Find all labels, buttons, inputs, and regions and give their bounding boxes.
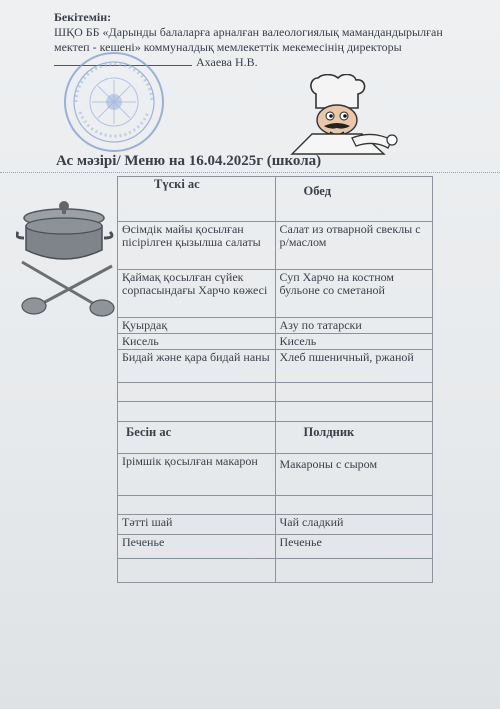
- menu-title-school: (школа): [266, 153, 322, 169]
- snack-item-kz: Печенье: [118, 535, 276, 559]
- menu-title: [56, 153, 321, 170]
- empty-row: [118, 402, 433, 422]
- empty-cell: [275, 559, 433, 583]
- table-row: [118, 270, 433, 318]
- lunch-item-kz: Өсімдік майы қосылған пісірілген қызылша салаты: [118, 222, 276, 270]
- lunch-item-ru: Азу по татарски: [275, 318, 433, 334]
- lunch-header-row: [118, 177, 433, 222]
- snack-kz-header: Бесін ас: [118, 422, 276, 454]
- empty-row: [118, 559, 433, 583]
- snack-item-ru: Печенье: [275, 535, 433, 559]
- approval-line-1: ШҚО ББ «Дарынды балаларға арналған валеологиялық мамандандырылған: [54, 25, 443, 39]
- lunch-item-ru: Салат из отварной свеклы с р/маслом: [275, 222, 433, 270]
- empty-cell: [118, 383, 276, 402]
- lunch-kz-header: Түскі ас: [118, 177, 276, 222]
- snack-item-ru: Макароны с сыром: [275, 454, 433, 496]
- director-name: Ахаева Н.В.: [196, 55, 258, 69]
- empty-cell: [118, 402, 276, 422]
- chef-icon: [288, 74, 400, 158]
- lunch-item-kz: Кисель: [118, 334, 276, 350]
- table-row: [118, 515, 433, 535]
- snack-header-row: [118, 422, 433, 454]
- approval-line-2: мектеп - кешені» коммуналдық мемлекеттік мекемесінің директоры: [54, 40, 402, 54]
- lunch-ru-header: Обед: [275, 177, 433, 222]
- snack-item-ru: Чай сладкий: [275, 515, 433, 535]
- table-row: [118, 334, 433, 350]
- lunch-item-kz: Қаймақ қосылған сүйек сорпасындағы Харчо көжесі: [118, 270, 276, 318]
- lunch-item-ru: Хлеб пшеничный, ржаной: [275, 350, 433, 383]
- lunch-item-kz: Қуырдақ: [118, 318, 276, 334]
- snack-ru-header: Полдник: [275, 422, 433, 454]
- empty-cell: [275, 496, 433, 515]
- table-row: [118, 222, 433, 270]
- table-row: [118, 318, 433, 334]
- empty-cell: [118, 496, 276, 515]
- lunch-item-ru: Суп Харчо на костном бульоне со сметаной: [275, 270, 433, 318]
- table-row: [118, 350, 433, 383]
- menu-title-date: Ас мәзірі/ Меню на 16.04.2025г: [56, 153, 264, 169]
- cooking-pot-icon: [16, 192, 120, 322]
- table-row: [118, 454, 433, 496]
- table-row: [118, 535, 433, 559]
- snack-item-kz: Ірімшік қосылған макарон: [118, 454, 276, 496]
- lunch-item-kz: Бидай және қара бидай наны: [118, 350, 276, 383]
- lunch-item-ru: Кисель: [275, 334, 433, 350]
- official-seal: [62, 50, 166, 154]
- approve-label: Бекітемін:: [54, 10, 112, 24]
- empty-row: [118, 496, 433, 515]
- empty-cell: [275, 402, 433, 422]
- empty-cell: [118, 559, 276, 583]
- snack-item-kz: Тәтті шай: [118, 515, 276, 535]
- empty-row: [118, 383, 433, 402]
- empty-cell: [275, 383, 433, 402]
- divider: [0, 172, 500, 173]
- menu-table: [117, 176, 433, 583]
